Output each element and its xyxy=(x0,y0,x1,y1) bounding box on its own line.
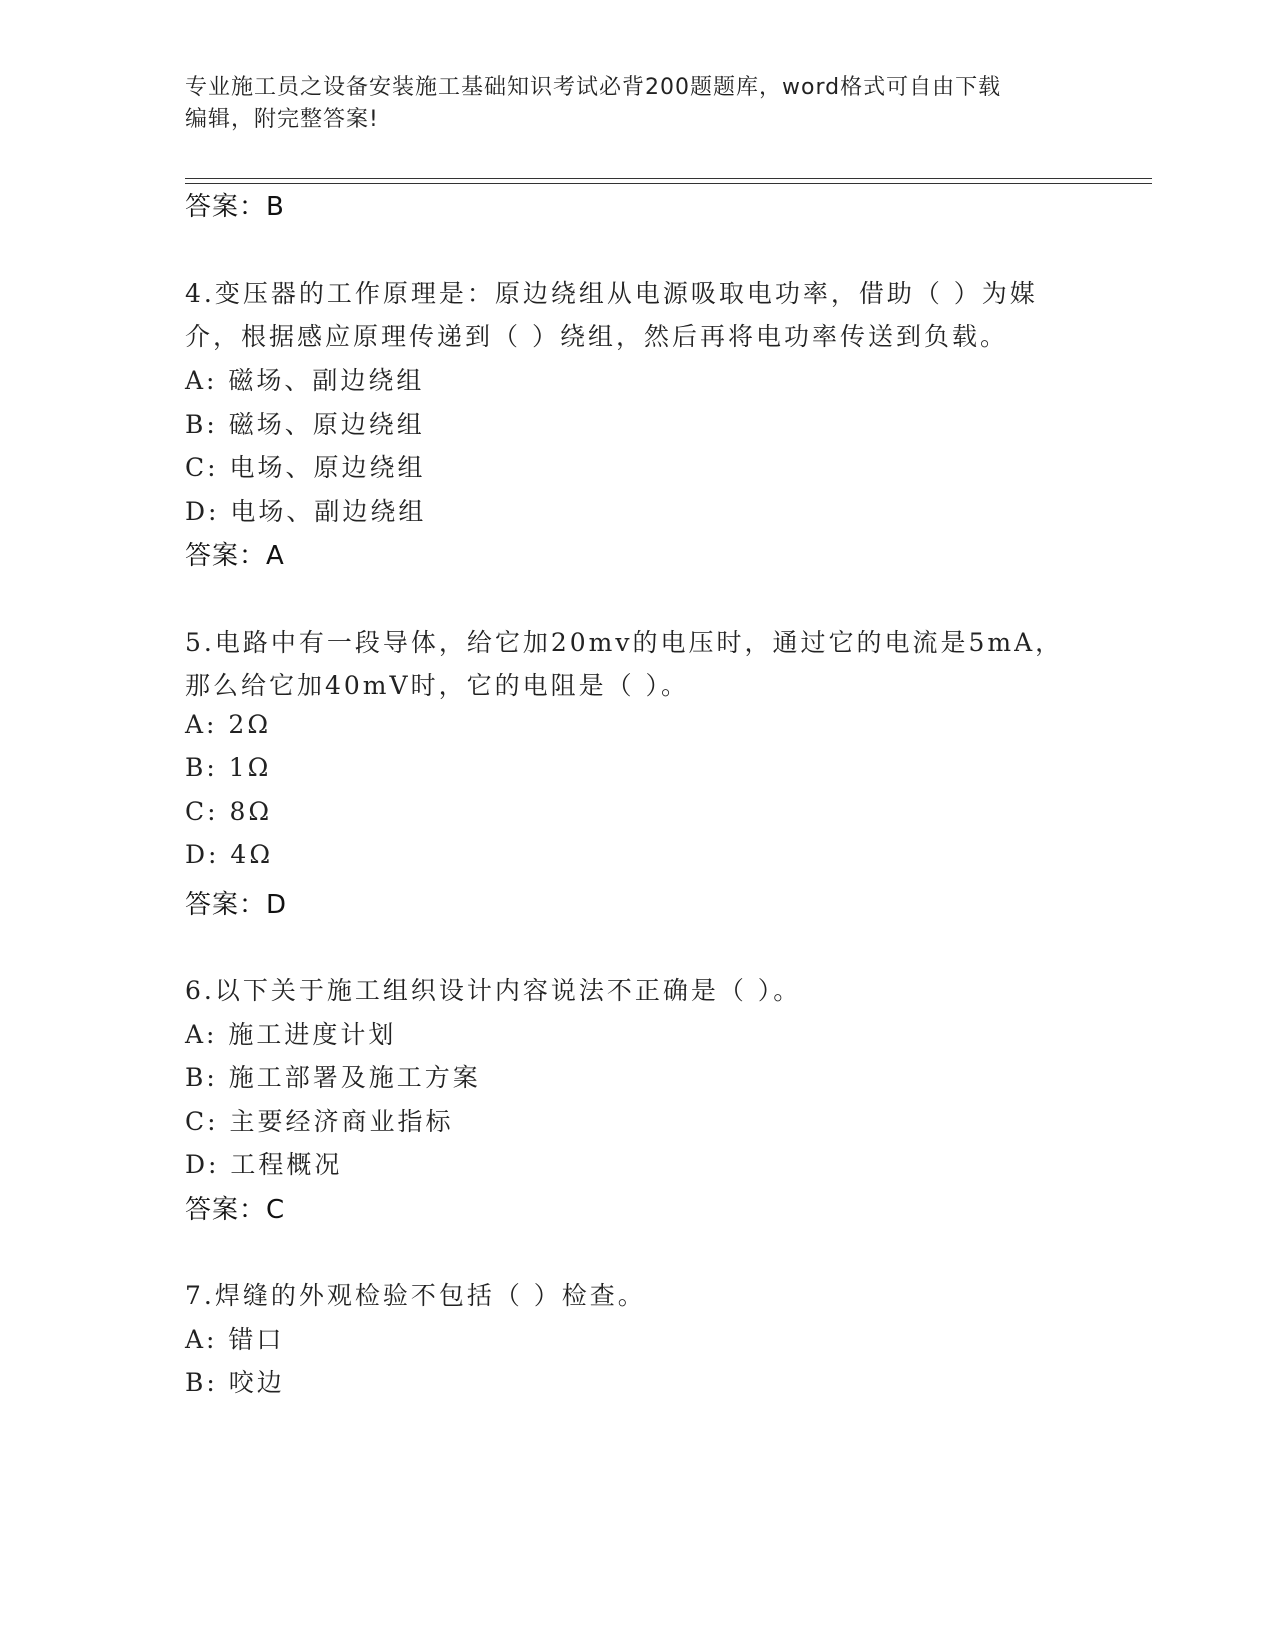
question-6-option-c: C: 主要经济商业指标 xyxy=(185,1107,454,1136)
question-6-option-b: B: 施工部署及施工方案 xyxy=(185,1063,481,1092)
question-5-stem-line-2: 那么给它加40mV时，它的电阻是（ ）。 xyxy=(185,671,690,700)
header-rule-top xyxy=(185,178,1152,179)
header-rule-bottom xyxy=(185,183,1152,184)
page-header xyxy=(185,72,1085,136)
question-5-option-d: D: 4Ω xyxy=(185,840,274,869)
question-5-option-a: A: 2Ω xyxy=(185,710,272,739)
previous-answer: 答案：B xyxy=(185,192,285,222)
question-5-answer: 答案：D xyxy=(185,890,288,920)
question-4-option-a: A: 磁场、副边绕组 xyxy=(185,366,425,395)
question-4-stem-line-1: 4.变压器的工作原理是：原边绕组从电源吸取电功率，借助（ ）为媒 xyxy=(185,279,1038,308)
question-5-option-c: C: 8Ω xyxy=(185,797,273,826)
question-6-option-d: D: 工程概况 xyxy=(185,1150,343,1179)
question-4-option-c: C: 电场、原边绕组 xyxy=(185,453,426,482)
question-4-option-d: D: 电场、副边绕组 xyxy=(185,497,427,526)
question-6-answer: 答案：C xyxy=(185,1195,286,1225)
question-6-stem-line-1: 6.以下关于施工组织设计内容说法不正确是（ ）。 xyxy=(185,976,802,1005)
question-6-option-a: A: 施工进度计划 xyxy=(185,1020,397,1049)
question-7-stem-line-1: 7.焊缝的外观检验不包括（ ）检查。 xyxy=(185,1281,646,1310)
question-7-option-a: A: 错口 xyxy=(185,1325,285,1354)
question-5-stem-line-1: 5.电路中有一段导体，给它加20mv的电压时，通过它的电流是5mA， xyxy=(185,628,1064,657)
question-4-stem-line-2: 介，根据感应原理传递到（ ）绕组，然后再将电功率传送到负载。 xyxy=(185,322,1008,351)
question-4-answer: 答案：A xyxy=(185,541,285,571)
question-4-option-b: B: 磁场、原边绕组 xyxy=(185,410,425,439)
question-7-option-b: B: 咬边 xyxy=(185,1368,285,1397)
header-line-2: 编辑，附完整答案! xyxy=(185,107,379,132)
question-5-option-b: B: 1Ω xyxy=(185,753,272,782)
header-line-1: 专业施工员之设备安装施工基础知识考试必背200题题库，word格式可自由下载 xyxy=(185,75,1002,100)
